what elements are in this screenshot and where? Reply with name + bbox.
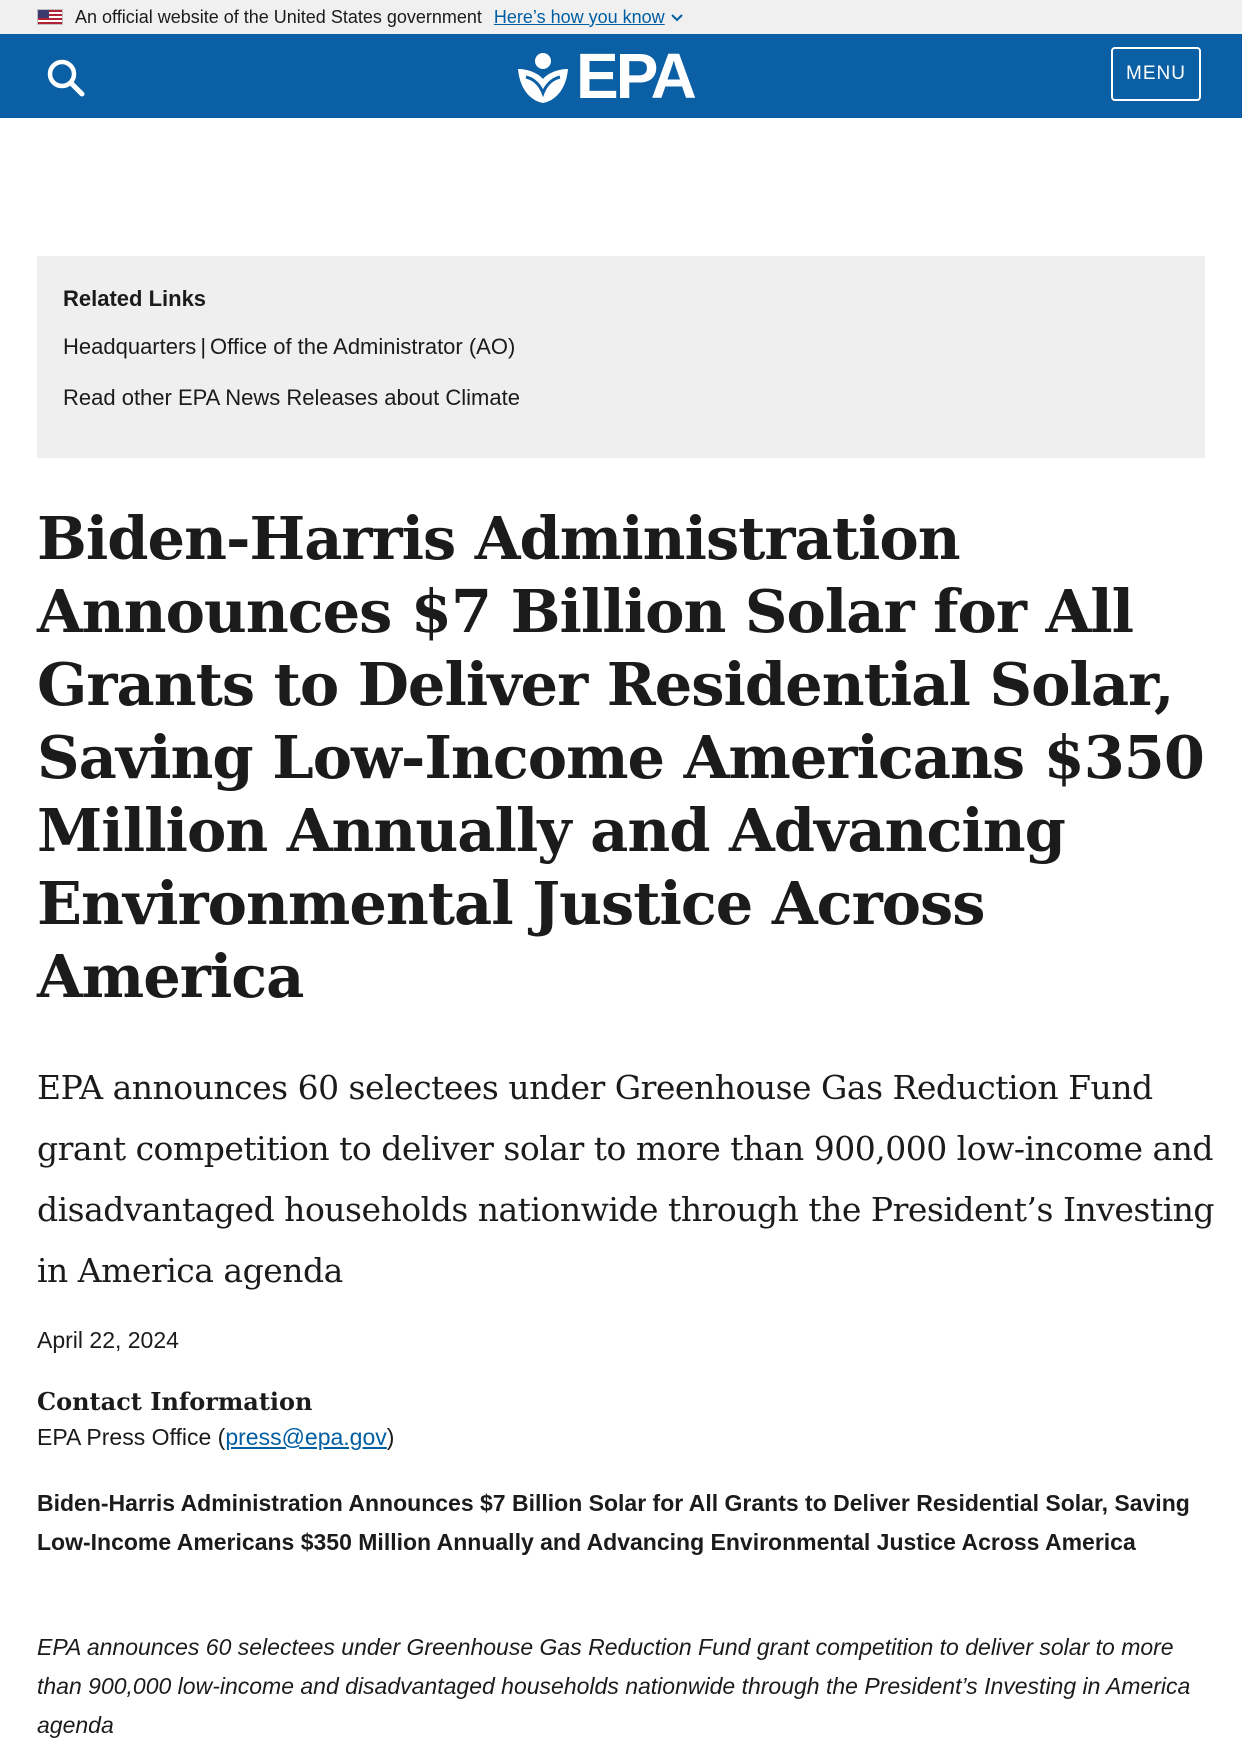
site-header <box>0 34 1242 118</box>
office-of-administrator-link[interactable]: Office of the Administrator (AO) <box>210 334 516 359</box>
us-flag-icon <box>37 9 63 25</box>
heres-how-you-know-link[interactable] <box>494 7 683 28</box>
related-links-row <box>63 334 1179 360</box>
search-button[interactable] <box>44 56 88 100</box>
body-headline: Biden-Harris Administration Announces $7 Billion Solar for All Grants to Deliver Residential Solar, Saving Low-Income Americans $350 Million Annually and Advancing Environmental Justice Across America <box>37 1490 1190 1555</box>
related-links-title: Related Links <box>63 286 207 311</box>
page-subtitle: EPA announces 60 selectees under Greenhouse Gas Reduction Fund grant competition to deliver solar to more than 900,000 low-income and disadvantaged households nationwide through the President’s Investing in America agenda <box>37 1068 1215 1290</box>
contact-suffix: ) <box>386 1424 395 1450</box>
epa-logo-text: EPA <box>576 40 694 112</box>
epa-flower-logo-icon <box>514 47 572 105</box>
heres-how-you-know-label: Here’s how you know <box>493 6 665 27</box>
contact-information-line <box>37 1424 394 1451</box>
headquarters-link[interactable]: Headquarters <box>63 334 197 359</box>
gov-banner <box>0 0 1242 34</box>
chevron-down-icon <box>671 10 683 25</box>
climate-news-releases-link[interactable]: Read other EPA News Releases about Climate <box>63 385 520 410</box>
gov-banner-text: An official website of the United States government <box>75 6 482 27</box>
press-email-link[interactable]: press@epa.gov <box>225 1424 387 1450</box>
related-links-box <box>37 256 1205 458</box>
contact-prefix: EPA Press Office ( <box>37 1424 226 1450</box>
search-icon <box>44 56 88 100</box>
menu-button[interactable]: MENU <box>1111 47 1201 101</box>
epa-logo[interactable] <box>514 40 694 112</box>
contact-information-title: Contact Information <box>37 1387 313 1416</box>
release-date: April 22, 2024 <box>37 1327 179 1353</box>
body-subheadline: EPA announces 60 selectees under Greenhouse Gas Reduction Fund grant competition to deliver solar to more than 900,000 low-income and disadvantaged households nationwide through the President’s Investing in America agenda <box>37 1634 1191 1738</box>
page-title: Biden-Harris Administration Announces $7 Billion Solar for All Grants to Deliver Residential Solar, Saving Low-Income Americans $350 Million Annually and Advancing Environmental Justice Across America <box>37 504 1204 1011</box>
related-links-row <box>63 385 1179 411</box>
link-separator: | <box>200 334 207 359</box>
